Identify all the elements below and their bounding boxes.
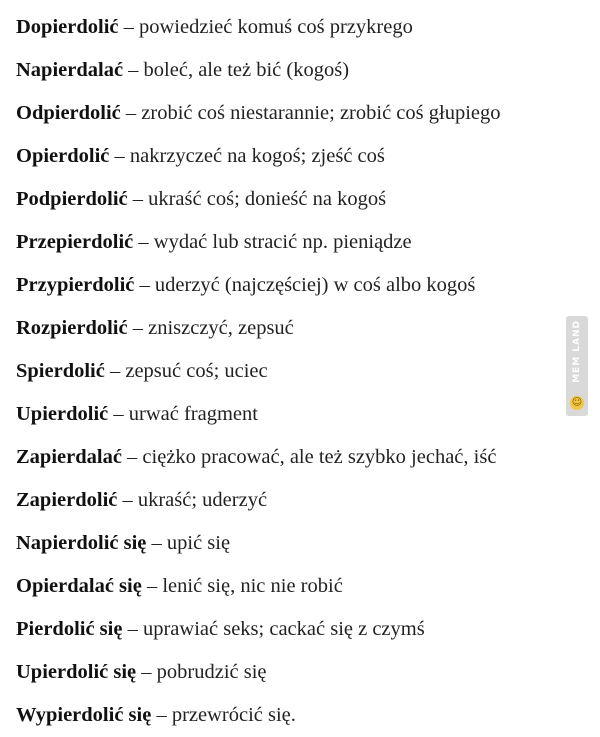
glossary-list	[16, 6, 586, 737]
entry-term: Upierdolić się	[16, 661, 137, 683]
entry-term: Spierdolić	[16, 360, 105, 382]
entry-term: Upierdolić	[16, 403, 109, 425]
entry-term: Pierdolić się	[16, 618, 123, 640]
watermark-badge	[566, 316, 588, 416]
list-item	[16, 436, 586, 479]
list-item	[16, 264, 586, 307]
entry-definition: – ukraść; uderzyć	[117, 489, 268, 511]
entry-definition: – ciężko pracować, ale też szybko jechać, iść	[121, 446, 497, 468]
entry-definition: – zrobić coś niestarannie; zrobić coś głupiego	[120, 102, 501, 124]
entry-term: Napierdolić się	[16, 532, 147, 554]
entry-term: Wypierdolić się	[16, 704, 152, 726]
list-item	[16, 694, 586, 737]
list-item	[16, 92, 586, 135]
list-item	[16, 608, 586, 651]
list-item	[16, 522, 586, 565]
entry-definition: – przewrócić się.	[151, 704, 296, 726]
entry-term: Zapierdalać	[16, 446, 122, 468]
entry-definition: – lenić się, nic nie robić	[141, 575, 343, 597]
entry-definition: – boleć, ale też bić (kogoś)	[123, 59, 350, 81]
entry-definition: – uprawiać seks; cackać się z czymś	[122, 618, 425, 640]
entry-definition: – zepsuć coś; uciec	[104, 360, 268, 382]
entry-term: Odpierdolić	[16, 102, 121, 124]
entry-term: Dopierdolić	[16, 16, 119, 38]
entry-definition: – wydać lub stracić np. pieniądze	[133, 231, 412, 253]
entry-definition: – powiedzieć komuś coś przykrego	[118, 16, 413, 38]
entry-definition: – nakrzyczeć na kogoś; zjeść coś	[109, 145, 385, 167]
entry-definition: – urwać fragment	[108, 403, 258, 425]
list-item	[16, 49, 586, 92]
list-item	[16, 350, 586, 393]
entry-term: Rozpierdolić	[16, 317, 128, 339]
list-item	[16, 651, 586, 694]
list-item	[16, 221, 586, 264]
entry-term: Przepierdolić	[16, 231, 134, 253]
entry-term: Podpierdolić	[16, 188, 128, 210]
entry-definition: – pobrudzić się	[136, 661, 267, 683]
list-item	[16, 565, 586, 608]
list-item	[16, 178, 586, 221]
list-item	[16, 135, 586, 178]
entry-definition: – ukraść coś; donieść na kogoś	[127, 188, 387, 210]
smiley-icon: ☺	[571, 397, 583, 408]
entry-definition: – uderzyć (najczęściej) w coś albo kogoś	[134, 274, 476, 296]
entry-term: Napierdalać	[16, 59, 124, 81]
entry-term: Zapierdolić	[16, 489, 118, 511]
watermark-text: MEM LAND	[572, 320, 582, 383]
entry-term: Opierdolić	[16, 145, 110, 167]
list-item	[16, 393, 586, 436]
entry-term: Przypierdolić	[16, 274, 135, 296]
list-item	[16, 479, 586, 522]
entry-term: Opierdalać się	[16, 575, 142, 597]
list-item	[16, 307, 586, 350]
entry-definition: – zniszczyć, zepsuć	[127, 317, 294, 339]
list-item	[16, 6, 586, 49]
entry-definition: – upić się	[146, 532, 231, 554]
